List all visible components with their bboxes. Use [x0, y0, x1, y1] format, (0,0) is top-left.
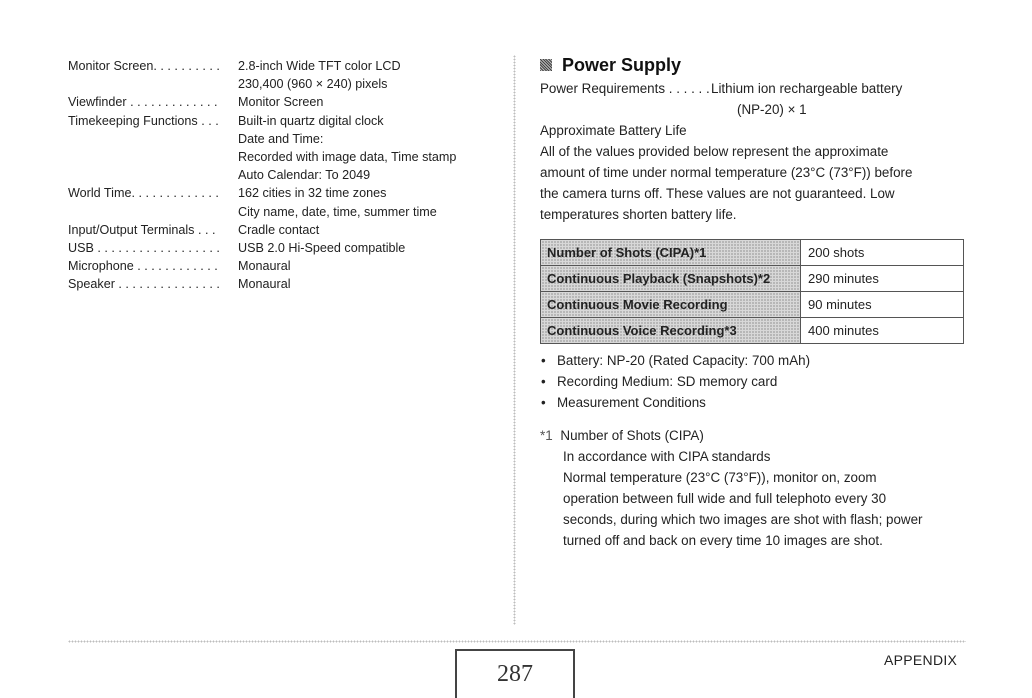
section-title: [540, 52, 968, 78]
spec-usb: [68, 239, 508, 257]
footnote: [540, 425, 923, 551]
spec-label: Monitor Screen. . . . . . . . . .: [68, 59, 220, 73]
spec-continuation: Recorded with image data, Time stamp: [238, 149, 457, 164]
table-row: [541, 240, 964, 266]
spec-world-time: [68, 184, 508, 202]
spec-microphone: [68, 257, 508, 275]
spec-value: USB 2.0 Hi-Speed compatible: [238, 240, 406, 255]
footnote-heading: [540, 425, 923, 446]
column-divider: [513, 55, 516, 625]
list-item: [540, 392, 810, 413]
spec-value: 162 cities in 32 time zones: [238, 186, 387, 201]
power-requirements-value: Lithium ion rechargeable battery: [711, 81, 903, 96]
specifications-list: [68, 57, 508, 293]
power-requirements-row: [540, 78, 968, 99]
conditions-list: [540, 350, 810, 413]
description-line: the camera turns off. These values are not guaranteed. Low: [540, 186, 895, 201]
power-requirements-continuation: (NP-20) × 1: [737, 102, 807, 117]
list-item-text: Recording Medium: SD memory card: [557, 374, 778, 389]
footnote-line: turned off and back on every time 10 images are shot.: [563, 533, 883, 548]
spec-continuation: 230,400 (960 × 240) pixels: [238, 77, 388, 92]
table-value-cell: 400 minutes: [801, 318, 964, 344]
page-number-box: [455, 649, 575, 698]
spec-label: Microphone . . . . . . . . . . . .: [68, 259, 218, 274]
bullet-icon: •: [541, 395, 546, 410]
description-line: amount of time under normal temperature (23°C (73°F)) before: [540, 165, 913, 180]
table-row: [541, 318, 964, 344]
footnote-marker: *1: [540, 428, 553, 443]
spec-value: Monaural: [238, 277, 291, 292]
section-label: APPENDIX: [884, 652, 958, 668]
list-item: [540, 371, 810, 392]
spec-value: Monaural: [238, 259, 291, 274]
spec-viewfinder: [68, 93, 508, 111]
spec-monitor: [68, 57, 508, 75]
power-supply-section: [540, 52, 968, 225]
spec-continuation: Auto Calendar: To 2049: [238, 168, 371, 183]
spec-value: Cradle contact: [238, 222, 320, 237]
table-label-cell: Continuous Voice Recording*3: [541, 318, 801, 344]
footnote-line: Normal temperature (23°C (73°F)), monitor on, zoom: [563, 470, 877, 485]
spec-continuation: Date and Time:: [238, 131, 324, 146]
table-value-cell: 200 shots: [801, 240, 964, 266]
page-number: 287: [497, 661, 533, 687]
spec-label: USB . . . . . . . . . . . . . . . . . .: [68, 240, 220, 255]
description-line: temperatures shorten battery life.: [540, 207, 737, 222]
table-value-cell: 90 minutes: [801, 292, 964, 318]
bullet-icon: •: [541, 374, 546, 389]
table-row: [541, 292, 964, 318]
spec-timekeeping: [68, 112, 508, 130]
spec-label: Viewfinder . . . . . . . . . . . . .: [68, 95, 218, 110]
spec-value: Monitor Screen: [238, 95, 324, 110]
section-square-icon: [540, 59, 552, 71]
footnote-title: Number of Shots (CIPA): [560, 428, 704, 443]
power-requirements-label: Power Requirements . . . . . .: [540, 81, 710, 96]
table-value-cell: 290 minutes: [801, 266, 964, 292]
spec-label: World Time. . . . . . . . . . . . .: [68, 186, 219, 201]
power-body: [540, 78, 968, 225]
footnote-line: seconds, during which two images are shot with flash; power: [563, 512, 923, 527]
battery-life-table: [540, 239, 964, 344]
footnote-line: In accordance with CIPA standards: [563, 449, 771, 464]
table-row: [541, 266, 964, 292]
footer-divider: [68, 640, 966, 643]
section-title-text: Power Supply: [562, 54, 682, 75]
table-label-cell: Continuous Movie Recording: [541, 292, 801, 318]
table-label-cell: Continuous Playback (Snapshots)*2: [541, 266, 801, 292]
spec-label: Input/Output Terminals . . .: [68, 222, 216, 237]
table-label-cell: Number of Shots (CIPA)*1: [541, 240, 801, 266]
spec-value: Built-in quartz digital clock: [238, 113, 384, 128]
battery-life-heading: Approximate Battery Life: [540, 123, 687, 138]
footnote-line: operation between full wide and full telephoto every 30: [563, 491, 887, 506]
list-item-text: Measurement Conditions: [557, 395, 706, 410]
spec-io-terminals: [68, 221, 508, 239]
spec-speaker: [68, 275, 508, 293]
spec-continuation: City name, date, time, summer time: [238, 204, 437, 219]
list-item-text: Battery: NP-20 (Rated Capacity: 700 mAh): [557, 353, 811, 368]
spec-label: Speaker . . . . . . . . . . . . . . .: [68, 277, 220, 292]
list-item: [540, 350, 810, 371]
description-line: All of the values provided below represent the approximate: [540, 144, 889, 159]
spec-label: Timekeeping Functions . . .: [68, 113, 219, 128]
bullet-icon: •: [541, 353, 546, 368]
spec-value: 2.8-inch Wide TFT color LCD: [238, 59, 401, 73]
